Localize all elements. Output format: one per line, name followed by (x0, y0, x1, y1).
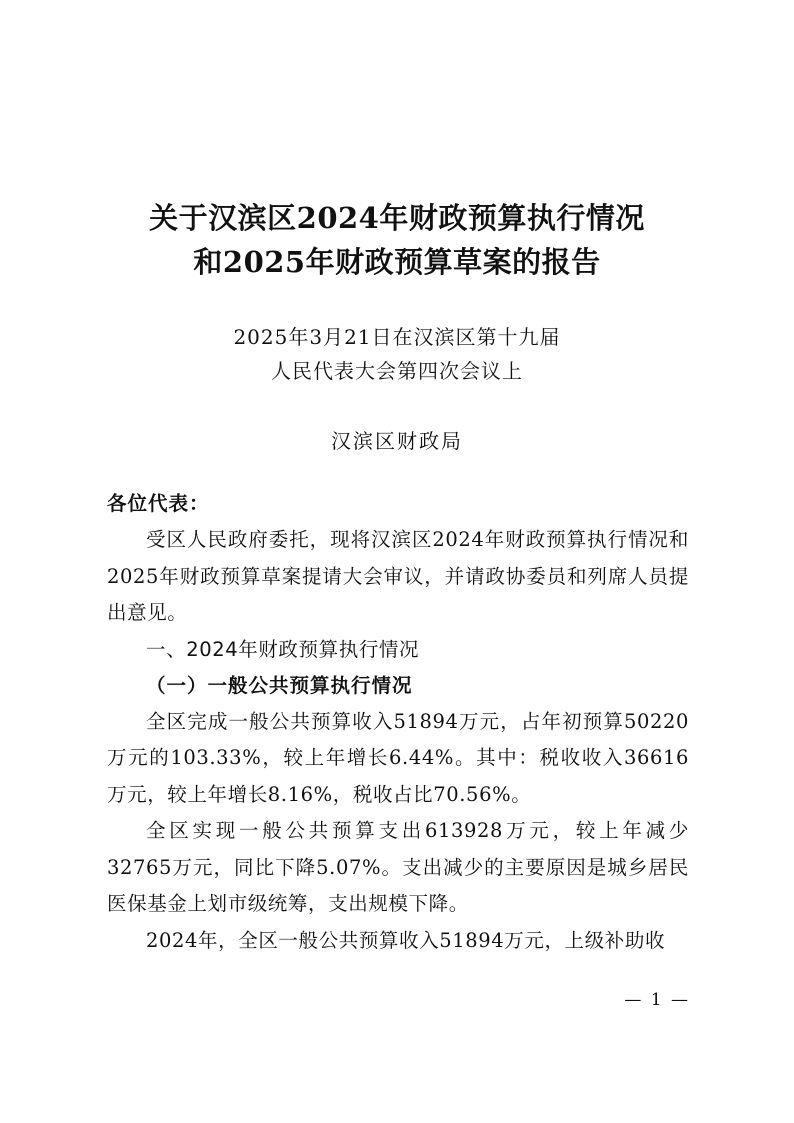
title-line-1: 关于汉滨区2024年财政预算执行情况 (149, 201, 645, 235)
body-paragraph-3: 2024年，全区一般公共预算收入51894万元，上级补助收 (146, 928, 666, 952)
document-author: 汉滨区财政局 (331, 429, 463, 453)
page-number: — 1 — (624, 990, 690, 1010)
document-title (0, 196, 794, 284)
salutation: 各位代表： (107, 492, 210, 515)
subsection-heading: （一）一般公共预算执行情况 (146, 673, 413, 697)
subtitle-line-2: 人民代表大会第四次会议上 (271, 359, 523, 383)
subtitle-line-1: 2025年3月21日在汉滨区第十九届 (233, 325, 561, 349)
section-heading: 一、2024年财政预算执行情况 (146, 637, 420, 661)
intro-paragraph: 受区人民政府委托，现将汉滨区2024年财政预算执行情况和2025年财政预算草案提请大会审议，并请政协委员和列席人员提出意见。 (107, 528, 689, 624)
document-subtitle (0, 320, 794, 388)
document-body (107, 486, 689, 959)
title-line-2: 和2025年财政预算草案的报告 (193, 245, 601, 279)
body-paragraph-2: 全区实现一般公共预算支出613928万元，较上年减少32765万元，同比下降5.07%。支出减少的主要原因是城乡居民医保基金上划市级统筹，支出规模下降。 (107, 819, 689, 915)
body-paragraph-1: 全区完成一般公共预算收入51894万元，占年初预算50220万元的103.33%，较上年增长6.44%。其中：税收收入36616万元，较上年增长8.16%，税收占比70.56%。 (107, 709, 689, 806)
